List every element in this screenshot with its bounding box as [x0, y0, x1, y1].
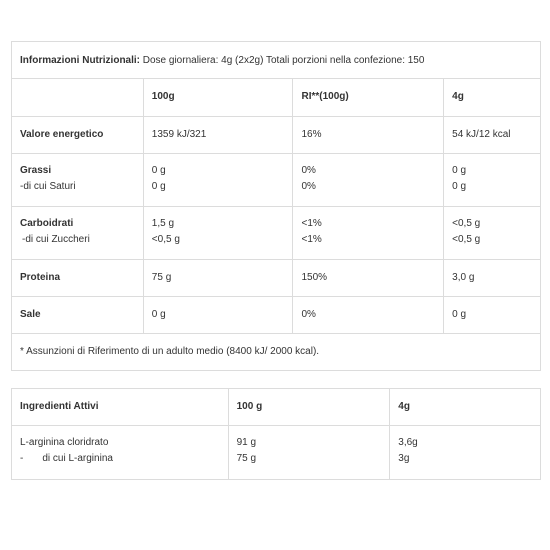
- value: 0%: [301, 165, 316, 176]
- value: <1%: [301, 234, 322, 245]
- value: 0 g: [452, 181, 467, 192]
- nutrition-header-cell: [12, 42, 541, 79]
- cell-ri: 150%: [293, 260, 444, 297]
- table-row: [12, 154, 541, 207]
- table-row: [12, 117, 541, 154]
- row-sublabel: -di cui Zuccheri: [22, 234, 90, 245]
- cell-100g: [228, 426, 390, 480]
- nutrition-table: [11, 41, 541, 371]
- nutrition-title: Informazioni Nutrizionali:: [20, 55, 140, 66]
- dash: -: [20, 453, 24, 464]
- row-label-cell: [12, 207, 144, 260]
- column-header-ri: RI**(100g): [293, 79, 444, 117]
- value: <0,5 g: [151, 234, 180, 245]
- value: 1,5 g: [151, 218, 175, 229]
- ingredient-subname: [20, 451, 228, 467]
- value: 3,6g: [398, 437, 418, 448]
- cell-100g: [143, 154, 293, 207]
- row-sublabel: -di cui Saturi: [20, 181, 76, 192]
- value: 91 g: [236, 437, 257, 448]
- value: 0 g: [452, 165, 467, 176]
- row-label: Sale: [12, 297, 144, 334]
- table-row: [12, 260, 541, 297]
- nutrition-serving-info: Dose giornaliera: 4g (2x2g) Totali porzioni nella confezione: 150: [140, 55, 425, 66]
- row-label: Carboidrati: [20, 218, 74, 229]
- value: <0,5 g: [452, 218, 481, 229]
- cell-100g: 75 g: [143, 260, 293, 297]
- cell-ri: [293, 154, 444, 207]
- footnote: * Assunzioni di Riferimento di un adulto medio (8400 kJ/ 2000 kcal).: [12, 334, 541, 371]
- table-row: [12, 207, 541, 260]
- cell-4g: [390, 426, 541, 480]
- cell-4g: [444, 207, 541, 260]
- cell-4g: [444, 154, 541, 207]
- value: 0 g: [151, 165, 166, 176]
- table-row: [12, 426, 541, 480]
- cell-ri: 0%: [293, 297, 444, 334]
- column-header-empty: [12, 79, 144, 117]
- value: 3g: [398, 453, 410, 464]
- value: 0 g: [151, 181, 166, 192]
- sub-label: di cui L-arginina: [42, 453, 113, 464]
- footnote-row: [12, 334, 541, 371]
- table-row: [12, 297, 541, 334]
- value: 0%: [301, 181, 316, 192]
- cell-100g: 0 g: [143, 297, 293, 334]
- cell-100g: [143, 207, 293, 260]
- row-label: Valore energetico: [12, 117, 144, 154]
- ingredient-label-cell: [12, 426, 229, 480]
- column-header-4g: 4g: [390, 389, 541, 426]
- cell-ri: 16%: [293, 117, 444, 154]
- cell-4g: 3,0 g: [444, 260, 541, 297]
- cell-100g: 1359 kJ/321: [143, 117, 293, 154]
- row-label: Grassi: [20, 165, 52, 176]
- column-header-100g: 100g: [143, 79, 293, 117]
- nutrition-header-row: [12, 42, 541, 79]
- column-header-ingredients: Ingredienti Attivi: [12, 389, 229, 426]
- column-header-4g: 4g: [444, 79, 541, 117]
- value: 75 g: [236, 453, 257, 464]
- ingredients-columns-row: [12, 389, 541, 426]
- cell-4g: 54 kJ/12 kcal: [444, 117, 541, 154]
- ingredients-table: [11, 388, 541, 480]
- nutrition-columns-row: [12, 79, 541, 117]
- row-label: Proteina: [12, 260, 144, 297]
- cell-4g: 0 g: [444, 297, 541, 334]
- ingredient-name: L-arginina cloridrato: [20, 437, 109, 448]
- column-header-100g: 100 g: [228, 389, 390, 426]
- value: <0,5 g: [452, 234, 481, 245]
- cell-ri: [293, 207, 444, 260]
- row-label-cell: [12, 154, 144, 207]
- value: <1%: [301, 218, 322, 229]
